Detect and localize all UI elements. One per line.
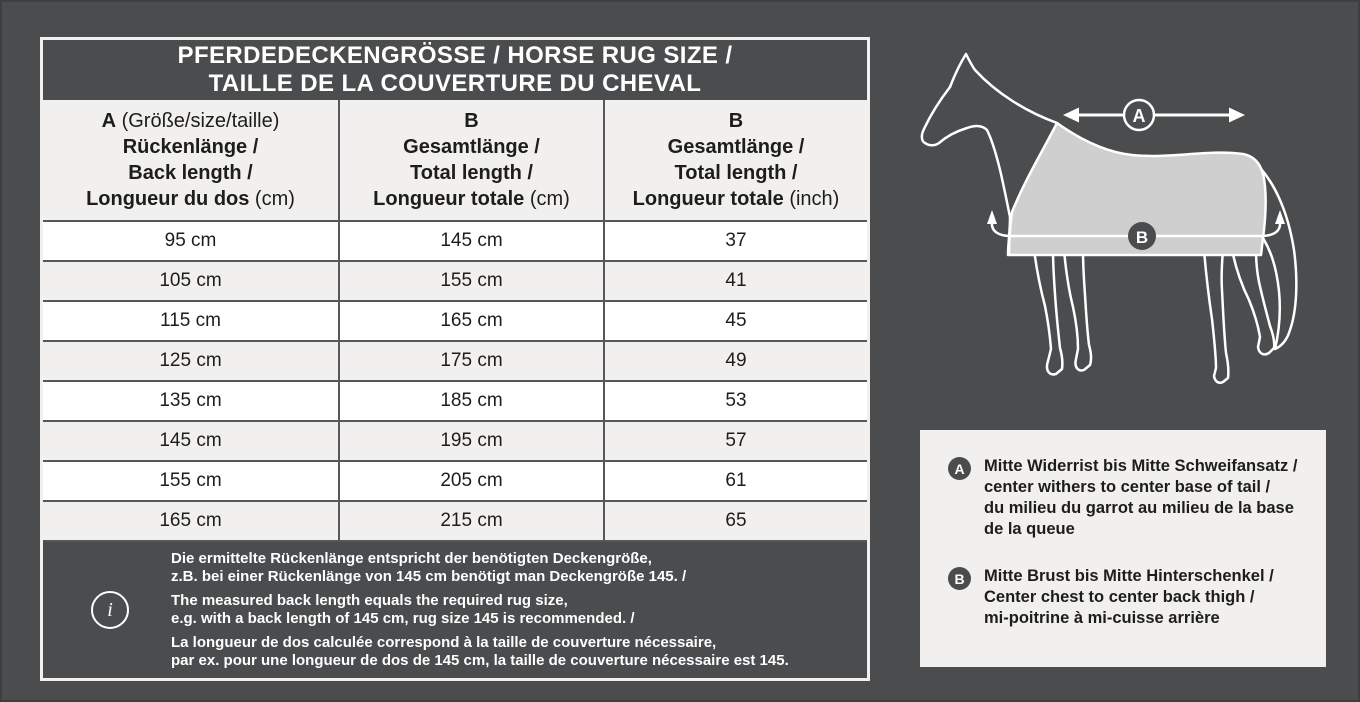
table-cell: 65 [725, 510, 747, 531]
info-note-text [171, 550, 789, 671]
table-cell: 115 cm [43, 302, 340, 340]
legend-line: Center chest to center back thigh / [984, 588, 1255, 606]
table-title-line-2: TAILLE DE LA COUVERTURE DU CHEVAL [208, 70, 702, 97]
table-cell: 165 cm [340, 302, 605, 340]
legend-line: du milieu du garrot au milieu de la base [984, 499, 1294, 517]
table-row [43, 460, 867, 500]
header-text-bold: Total length / [674, 162, 798, 184]
legend-line: mi-poitrine à mi-cuisse arrière [984, 609, 1220, 627]
table-row [43, 260, 867, 300]
table-cell: 61 [725, 470, 747, 491]
note-line: The measured back length equals the required rug size, [171, 591, 568, 609]
legend-line: de la queue [984, 520, 1075, 538]
legend-item-a [948, 456, 1316, 540]
marker-a-badge: A [948, 457, 971, 480]
header-line [344, 186, 599, 212]
header-line [344, 134, 599, 160]
legend-line: center withers to center base of tail / [984, 478, 1271, 496]
table-cell: 145 cm [340, 222, 605, 260]
column-header-back-length [43, 100, 340, 220]
marker-b-badge: B [948, 567, 971, 590]
table-cell: 105 cm [43, 262, 340, 300]
header-text-bold: Gesamtlänge / [667, 136, 805, 158]
header-text-bold: Longueur du dos [86, 188, 250, 210]
info-note [43, 540, 867, 678]
horse-measurement-diagram [892, 12, 1360, 422]
legend-line: Mitte Widerrist bis Mitte Schweifansatz / [984, 457, 1298, 475]
header-text-bold: B [464, 110, 479, 132]
column-header-total-length-cm [340, 100, 605, 220]
horse-ear [950, 54, 975, 87]
header-text-light: (cm) [249, 188, 295, 210]
table-row [43, 340, 867, 380]
table-title-line-1: PFERDEDECKENGRÖSSE / HORSE RUG SIZE / [177, 42, 733, 69]
table-title [43, 40, 867, 100]
info-icon-glyph: i [107, 598, 113, 621]
note-line: La longueur de dos calculée correspond à la taille de couverture nécessaire, [171, 633, 717, 651]
header-text-bold: B [728, 110, 744, 132]
size-table [40, 37, 870, 681]
header-text-bold: A [101, 110, 117, 132]
table-cell: 215 cm [340, 502, 605, 540]
table-cell: 155 cm [43, 462, 340, 500]
header-text-bold: Longueur totale [373, 188, 525, 210]
header-text-bold: Back length / [128, 162, 253, 184]
table-cell: 53 [725, 390, 747, 411]
header-line [609, 186, 863, 212]
horse-front-leg-far [1034, 250, 1062, 374]
table-cell: 165 cm [43, 502, 340, 540]
measure-a-arrowhead-left [1063, 108, 1079, 123]
horse-diagram-svg [892, 12, 1360, 422]
table-cell: 37 [725, 230, 747, 251]
header-line [609, 160, 863, 186]
header-line [344, 160, 599, 186]
measure-a-arrowhead-right [1229, 108, 1245, 123]
note-line: e.g. with a back length of 145 cm, rug size 145 is recommended. / [171, 610, 635, 627]
table-row [43, 300, 867, 340]
table-row [43, 500, 867, 540]
header-line [47, 186, 334, 212]
header-text-bold: Gesamtlänge / [403, 136, 540, 158]
table-cell: 135 cm [43, 382, 340, 420]
header-text-light: (Größe/size/taille) [116, 110, 280, 132]
table-cell: 205 cm [340, 462, 605, 500]
header-line [47, 108, 334, 134]
note-line: z.B. bei einer Rückenlänge von 145 cm benötigt man Deckengröße 145. / [171, 568, 687, 585]
header-line [47, 134, 334, 160]
table-cell: 125 cm [43, 342, 340, 380]
table-header-row [43, 100, 867, 220]
header-text-light: (inch) [783, 188, 840, 210]
legend-item-b [948, 566, 1316, 629]
table-cell: 185 cm [340, 382, 605, 420]
marker-b-label: B [1135, 228, 1149, 247]
info-icon [91, 591, 129, 629]
table-row [43, 420, 867, 460]
note-line: Die ermittelte Rückenlänge entspricht der benötigten Deckengröße, [171, 549, 652, 567]
horse-head-outline [922, 87, 1010, 255]
note-line: par ex. pour une longueur de dos de 145 cm, la taille de couverture nécessaire est 145. [171, 652, 789, 669]
note-group [171, 550, 789, 587]
table-body [43, 220, 867, 540]
legend-line: Mitte Brust bis Mitte Hinterschenkel / [984, 567, 1274, 585]
table-row [43, 380, 867, 420]
table-cell: 155 cm [340, 262, 605, 300]
table-cell: 57 [725, 430, 747, 451]
header-text-bold: Longueur totale [632, 188, 784, 210]
legend-text [984, 566, 1274, 629]
note-group [171, 592, 789, 629]
table-cell: 45 [725, 310, 747, 331]
table-cell: 95 cm [43, 222, 340, 260]
table-cell: 195 cm [340, 422, 605, 460]
table-cell: 145 cm [43, 422, 340, 460]
header-text-light: (cm) [524, 188, 570, 210]
note-group [171, 634, 789, 671]
header-line [47, 160, 334, 186]
column-header-total-length-inch [605, 100, 867, 220]
table-row [43, 220, 867, 260]
marker-a-label: A [1132, 106, 1146, 126]
horse-hind-leg-near [1232, 250, 1274, 354]
horse-hind-leg-far [1204, 250, 1228, 383]
table-cell: 41 [725, 270, 747, 291]
horse-neck-top [975, 70, 1057, 123]
measurement-legend [920, 430, 1326, 667]
header-line [344, 108, 599, 134]
measure-b-arrowhead-left [987, 210, 997, 224]
table-cell: 49 [725, 350, 747, 371]
table-cell: 175 cm [340, 342, 605, 380]
horse-front-leg-near [1064, 250, 1091, 370]
legend-text [984, 456, 1297, 540]
header-line [609, 134, 863, 160]
header-text-bold: Rückenlänge / [122, 136, 259, 158]
header-line [609, 108, 863, 134]
header-text-bold: Total length / [410, 162, 533, 184]
